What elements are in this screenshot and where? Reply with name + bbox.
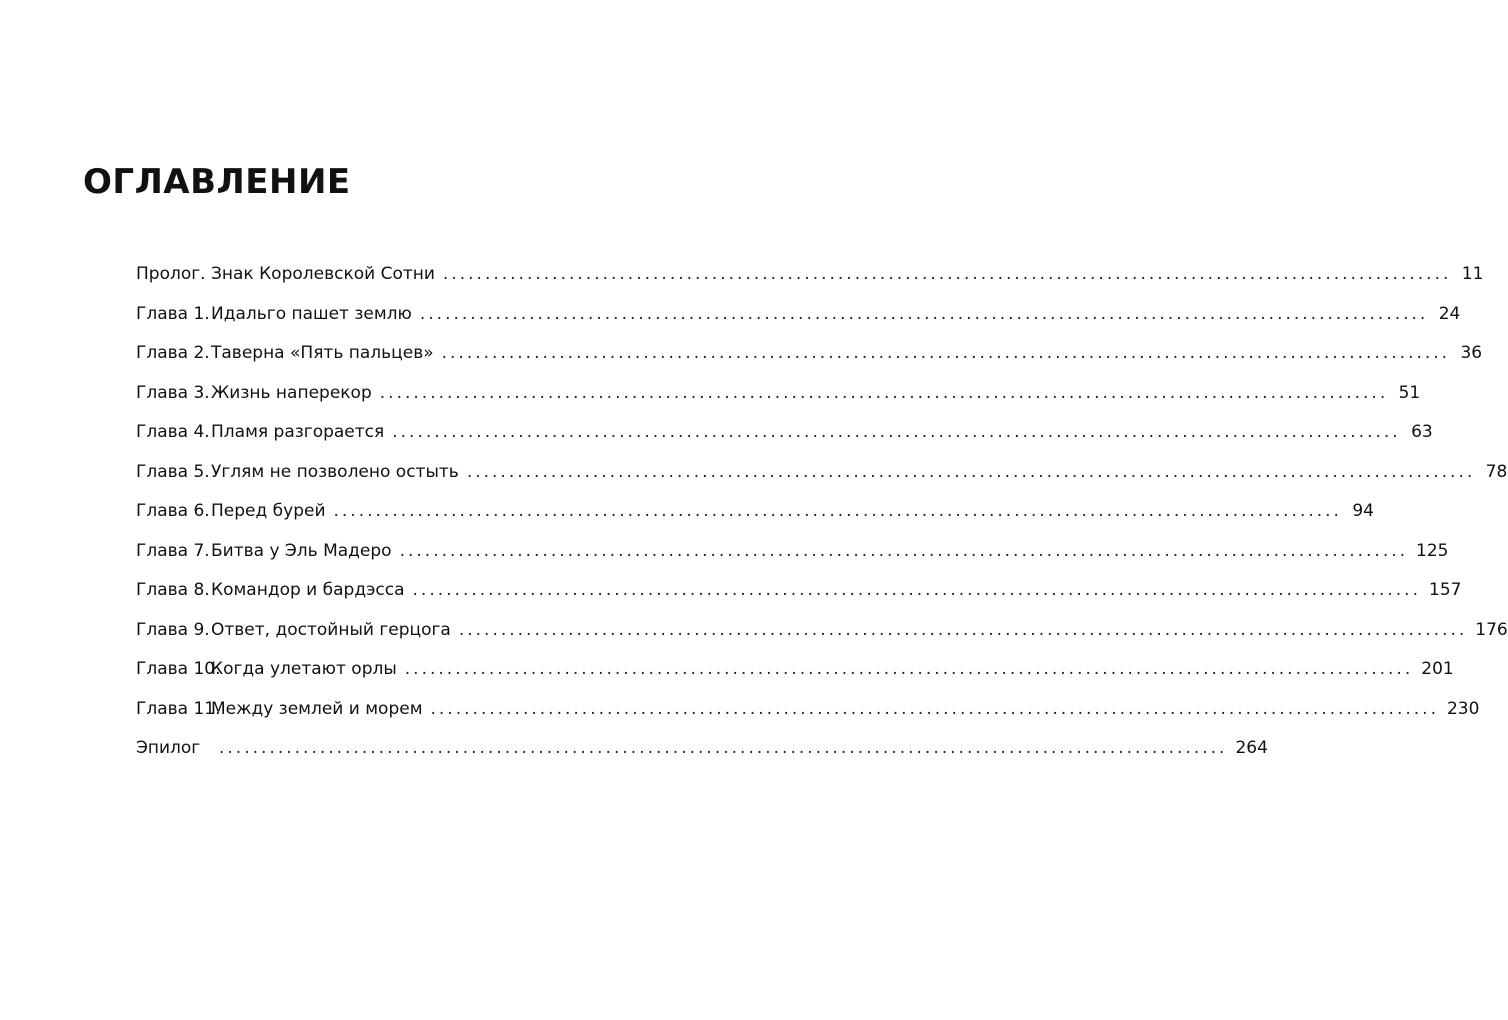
dot-leader: ........................................................................................................................ — [419, 303, 1429, 324]
dot-leader: ........................................................................................................................ — [442, 264, 1452, 284]
toc-entry-label: Глава 6. — [136, 501, 210, 521]
toc-entry-label: Глава 10. — [136, 659, 221, 679]
dot-leader: ........................................................................................................................ — [333, 501, 1342, 521]
toc-entry-title: Таверна «Пять пальцев» — [211, 343, 434, 363]
toc-entry-page: 78 — [1485, 461, 1508, 482]
toc-entry-title: Между землей и морем — [211, 698, 423, 719]
toc-entry-page: 51 — [1398, 382, 1421, 403]
dot-leader: ........................................................................................................................ — [412, 580, 1421, 600]
dot-leader: ........................................................................................................................ — [392, 422, 1401, 442]
toc-entry[interactable] — [136, 262, 1484, 302]
toc-heading: ОГЛАВЛЕНИЕ — [83, 162, 351, 202]
toc-entry[interactable] — [136, 302, 1461, 342]
toc-entry-label: Глава 8. — [136, 580, 210, 600]
toc-entry-page: 11 — [1461, 264, 1484, 284]
toc-entry-label: Глава 11. — [136, 698, 221, 719]
toc-entry-label: Глава 5. — [136, 461, 210, 482]
toc-entry-title: Жизнь наперекор — [211, 382, 372, 403]
toc-entry[interactable] — [136, 420, 1433, 460]
dot-leader: ........................................................................................................................ — [379, 382, 1389, 403]
toc-entry-page: 176 — [1475, 619, 1508, 640]
toc-entry-label: Эпилог — [136, 738, 201, 758]
toc-entry-label: Глава 1. — [136, 303, 210, 324]
dot-leader: ........................................................................................................................ — [430, 698, 1439, 719]
toc-entry-title: Битва у Эль Мадеро — [211, 540, 392, 561]
dot-leader: ........................................................................................................................ — [219, 738, 1228, 758]
toc-entry[interactable] — [136, 381, 1421, 421]
toc-entry-title: Пламя разгорается — [211, 422, 385, 442]
toc-entry-title: Идальго пашет землю — [211, 303, 412, 324]
toc-entry[interactable] — [136, 341, 1483, 381]
toc-entry[interactable] — [136, 697, 1480, 737]
dot-leader: ........................................................................................................................ — [458, 619, 1468, 640]
toc-entry-page: 125 — [1416, 540, 1449, 561]
toc-entry-label: Глава 3. — [136, 382, 210, 403]
toc-entry-page: 157 — [1429, 580, 1462, 600]
dot-leader: ........................................................................................................................ — [466, 461, 1476, 482]
toc-entry-title: Когда улетают орлы — [211, 659, 397, 679]
toc-entry-title: Знак Королевской Сотни — [211, 264, 435, 284]
toc-entry-label: Глава 2. — [136, 343, 210, 363]
toc-list — [136, 262, 1508, 776]
toc-entry-title: Командор и бардэсса — [211, 580, 405, 600]
toc-entry-page: 36 — [1460, 343, 1483, 363]
toc-entry[interactable] — [136, 578, 1462, 618]
toc-entry-page: 264 — [1235, 738, 1268, 758]
toc-entry-label: Глава 9. — [136, 619, 210, 640]
dot-leader: ........................................................................................................................ — [404, 659, 1414, 679]
toc-entry[interactable] — [136, 736, 1268, 776]
toc-entry[interactable] — [136, 618, 1508, 658]
toc-entry-title: Ответ, достойный герцога — [211, 619, 451, 640]
toc-entry-title: Углям не позволено остыть — [211, 461, 459, 482]
toc-entry-label: Глава 4. — [136, 422, 210, 442]
toc-entry-page: 201 — [1421, 659, 1454, 679]
toc-entry[interactable] — [136, 499, 1374, 539]
toc-entry-page: 230 — [1446, 698, 1480, 719]
toc-entry[interactable] — [136, 460, 1508, 500]
toc-entry-page: 94 — [1352, 501, 1374, 521]
dot-leader: ........................................................................................................................ — [441, 343, 1451, 363]
toc-entry-label: Глава 7. — [136, 540, 210, 561]
toc-entry[interactable] — [136, 539, 1449, 579]
toc-entry[interactable] — [136, 657, 1454, 697]
toc-entry-title: Перед бурей — [211, 501, 326, 521]
dot-leader: ........................................................................................................................ — [399, 540, 1409, 561]
toc-entry-label: Пролог. — [136, 264, 206, 284]
toc-entry-page: 63 — [1411, 422, 1433, 442]
toc-entry-page: 24 — [1438, 303, 1461, 324]
